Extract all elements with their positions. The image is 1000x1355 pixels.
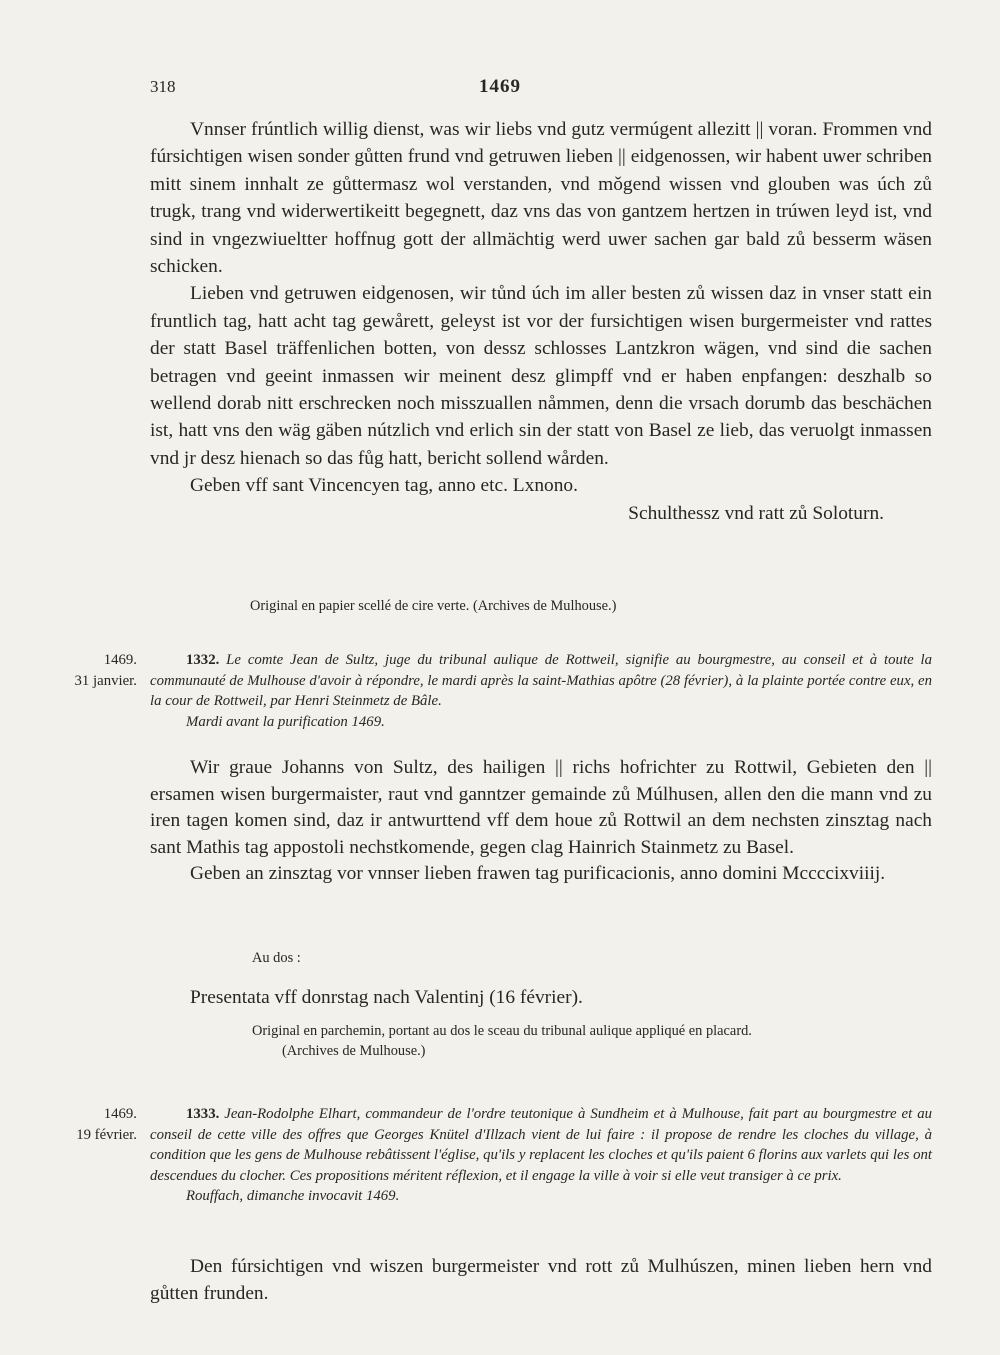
letter-continuation — [150, 116, 932, 527]
document-1333 — [150, 1104, 932, 1207]
letter-paragraph-2: Lieben vnd getruwen eidgenosen, wir tůnd úch im aller besten zů wissen daz in vnser statt ein fruntlich tag, hatt acht tag gewårett, geleyst ist vor der fursichtigen wisen burgermeister vnd rattes der statt Basel träffenlichen botten, von dessz schlosses Lantzkron wägen, vnd sind die sachen betragen vnd geeint inmassen wir meinent desz glimpff vnd er haben enpfangen: deszhalb so wellend dorab nitt erschrecken noch misszuallen nåmmen, denn die vrsach dorumb das beschächen ist, hatt vns den wäg gäben nútzlich vnd erlich sin der statt von Basel ze lieb, das veruolgt inmassen vnd jr desz hienach so das fůg hatt, bericht sollend wården. — [150, 283, 932, 469]
letter-address: Den fúrsichtigen vnd wiszen burgermeister vnd rott zů Mulhúszen, minen lieben hern vnd gůtten frunden. — [150, 1256, 932, 1305]
letter-source-note: Original en papier scellé de cire verte. (Archives de Mulhouse.) — [250, 598, 617, 614]
regest-dateline: Mardi avant la purification 1469. — [186, 713, 385, 730]
charter-paragraph-2: Geben an zinsztag vor vnnser lieben frawen tag purificacionis, anno domini Mccccixviiij. — [190, 863, 886, 885]
page-number: 318 — [150, 77, 176, 96]
letter-paragraph-1: Vnnser frúntlich willig dienst, was wir liebs vnd gutz vermúgent allezitt || voran. Frommen vnd fúrsichtigen wisen sonder gůtten frund vnd getruwen lieben || eidgenossen, wir habent uwer schriben mitt sinem innhalt ze gůttermasz wol verstanden, vnd mǒgend wissen vnd glouben was úch zů trugk, trang vnd widerwertikeitt begegnett, daz vns das von gantzem hertzen in trúwen leyd ist, vnd sind in vngezwiueltter hoffnug gott der allmächtig werd uwer sachen gar bald zů besserm wäsen schicken. — [150, 119, 932, 278]
margin-date-1333: 1469. 19 février. — [76, 1106, 137, 1143]
document-1332-text — [150, 755, 932, 888]
document-number: 1333. — [186, 1106, 220, 1122]
margin-date-1332: 1469. 31 janvier. — [74, 652, 137, 689]
letter-signature: Schulthessz vnd ratt zů Soloturn. — [628, 502, 884, 524]
charter-paragraph-1: Wir graue Johanns von Sultz, des hailigen || richs hofrichter zu Rottwil, Gebieten den || ersamen wisen burgermaister, raut vnd ganntzer gemainde zů Múlhusen, allen den die mann vnd zu iren tagen komen sind, daz ir antwurttend vff dem houe zů Rottwil an dem nechsten zinsztag nach sant Mathis tag appostoli nechstkomende, gegen clag Hainrich Stainmetz zu Basel. — [150, 757, 932, 858]
document-number: 1332. — [186, 652, 220, 668]
charter-source-note: Original en parchemin, portant au dos le sceau du tribunal aulique appliqué en placard. (Archives de Mulhouse.) — [252, 1023, 752, 1059]
document-1332 — [150, 650, 932, 732]
document-1333-text — [150, 1253, 932, 1308]
au-dos-label: Au dos : — [252, 950, 301, 966]
presentata-note: Presentata vff donrstag nach Valentinj (16 février). — [190, 987, 583, 1008]
regest-dateline: Rouffach, dimanche invocavit 1469. — [186, 1188, 400, 1204]
letter-dateline: Geben vff sant Vincencyen tag, anno etc. Lxnono. — [190, 475, 578, 497]
regest-text: Le comte Jean de Sultz, juge du tribunal aulique de Rottweil, signifie au bourgmestre, au conseil et à toute la communauté de Mulhouse d'avoir à répondre, le mardi après la saint-Mathias apôtre (28 février), à la plainte portée contre eux, en la cour de Rottweil, par Henri Steinmetz de Bâle. — [150, 652, 933, 709]
running-year-header: 1469 — [479, 76, 521, 97]
regest-1333 — [150, 1104, 932, 1186]
regest-text: Jean-Rodolphe Elhart, commandeur de l'ordre teutonique à Sundheim et à Mulhouse, fait part au bourgmestre et au conseil de cette ville des offres que Georges Knütel d'Illzach vient de lui faire : il propose de rendre les cloches du village, à condition que les gens de Mulhouse rebâtissent l'église, qu'ils y replacent les cloches et qu'ils paient 6 florins aux varlets qui les ont descendues du clocher. Ces propositions méritent réflexion, et il engage la ville à voir si elle veut transiger à ce prix. — [150, 1106, 932, 1184]
regest-1332 — [150, 650, 932, 712]
